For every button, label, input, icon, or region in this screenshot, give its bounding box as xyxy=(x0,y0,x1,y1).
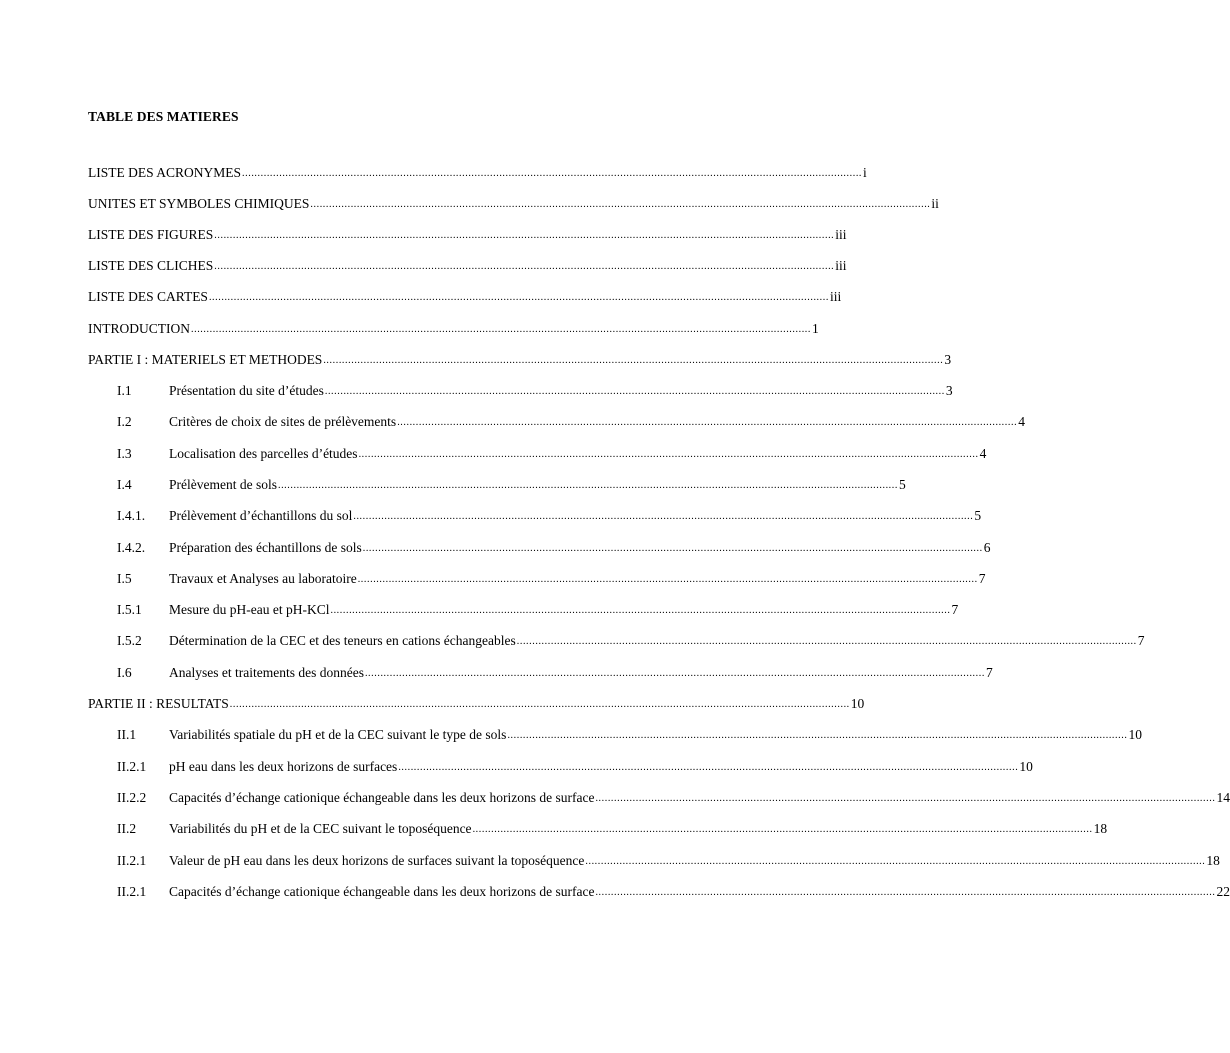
toc-entry-number: I.2 xyxy=(117,414,132,429)
dot-leader: ........................................................................................................................................................................................................ xyxy=(358,449,979,460)
toc-entry-page-number: 14 xyxy=(1216,790,1230,805)
toc-entry-page-number: 7 xyxy=(985,665,993,680)
toc-entry-label: UNITES ET SYMBOLES CHIMIQUES xyxy=(88,196,310,211)
toc-entry-number: II.2.2 xyxy=(117,790,147,805)
toc-entry[interactable] xyxy=(117,818,1108,838)
dot-leader: ........................................................................................................................................................................................................ xyxy=(214,261,835,272)
dot-leader: ........................................................................................................................................................................................................ xyxy=(362,543,983,554)
toc-entry[interactable] xyxy=(88,693,865,713)
toc-entry-page-number: 5 xyxy=(974,508,982,523)
toc-entry-page-number: 3 xyxy=(945,383,953,398)
dot-leader: ........................................................................................................................................................................................................ xyxy=(277,480,898,491)
toc-entry-label: Travaux et Analyses au laboratoire xyxy=(169,571,357,586)
toc-entry[interactable] xyxy=(88,349,952,369)
toc-entry[interactable] xyxy=(117,380,953,400)
toc-entry-label: Mesure du pH-eau et pH-KCl xyxy=(169,602,330,617)
toc-entry-label: Présentation du site d’études xyxy=(169,383,324,398)
toc-entry-page-number: 10 xyxy=(1019,759,1033,774)
dot-leader: ........................................................................................................................................................................................................ xyxy=(323,355,944,366)
toc-entry-label: Préparation des échantillons de sols xyxy=(169,540,362,555)
dot-leader: ........................................................................................................................................................................................................ xyxy=(242,168,863,179)
toc-entry-label: INTRODUCTION xyxy=(88,321,190,336)
toc-entry[interactable] xyxy=(88,286,842,306)
dot-leader: ........................................................................................................................................................................................................ xyxy=(585,856,1206,867)
toc-entry-label: LISTE DES CARTES xyxy=(88,289,208,304)
toc-entry-page-number: 3 xyxy=(944,352,952,367)
toc-entry-page-number: 4 xyxy=(979,446,987,461)
toc-entry[interactable] xyxy=(117,787,1230,807)
toc-entry-label: Prélèvement de sols xyxy=(169,477,277,492)
toc-entry[interactable] xyxy=(117,505,982,525)
dot-leader: ........................................................................................................................................................................................................ xyxy=(191,324,811,335)
dot-leader: ........................................................................................................................................................................................................ xyxy=(398,762,1019,773)
toc-entry[interactable] xyxy=(88,224,847,244)
toc-entry-label: Détermination de la CEC et des teneurs en cations échangeables xyxy=(169,633,516,648)
toc-entry-label: Critères de choix de sites de prélèvements xyxy=(169,414,397,429)
toc-entry[interactable] xyxy=(117,724,1142,744)
toc-entry-number: II.2.1 xyxy=(117,884,147,899)
toc-entry[interactable] xyxy=(88,318,819,338)
toc-entry-page-number: i xyxy=(863,165,867,180)
toc-entry-page-number: iii xyxy=(829,289,842,304)
toc-entry-page-number: 7 xyxy=(1137,633,1145,648)
dot-leader: ........................................................................................................................................................................................................ xyxy=(516,636,1137,647)
toc-entry-label: LISTE DES ACRONYMES xyxy=(88,165,242,180)
dot-leader: ........................................................................................................................................................................................................ xyxy=(214,230,835,241)
toc-entry-label: Variabilités spatiale du pH et de la CEC suivant le type de sols xyxy=(169,727,507,742)
toc-entry-page-number: 22 xyxy=(1216,884,1230,899)
dot-leader: ........................................................................................................................................................................................................ xyxy=(507,730,1128,741)
toc-entry-label: LISTE DES FIGURES xyxy=(88,227,214,242)
toc-entry-number: II.2 xyxy=(117,821,137,836)
toc-entry[interactable] xyxy=(88,255,847,275)
toc-entry[interactable] xyxy=(88,193,939,213)
toc-entry-label: Prélèvement d’échantillons du sol xyxy=(169,508,353,523)
toc-entry[interactable] xyxy=(117,881,1230,901)
toc-entry-number: I.4.1. xyxy=(117,508,146,523)
toc-entry-page-number: iii xyxy=(835,258,847,273)
toc-entry-label: Analyses et traitements des données xyxy=(169,665,364,680)
toc-entry-number: I.4.2. xyxy=(117,540,146,555)
toc-entry-label: Capacités d’échange cationique échangeable dans les deux horizons de surface xyxy=(169,884,595,899)
toc-entry-label: LISTE DES CLICHES xyxy=(88,258,214,273)
toc-entry-number: I.5 xyxy=(117,571,132,586)
toc-entry-page-number: 7 xyxy=(951,602,959,617)
toc-entry[interactable] xyxy=(117,443,987,463)
dot-leader: ........................................................................................................................................................................................................ xyxy=(595,793,1216,804)
toc-entry-page-number: iii xyxy=(835,227,847,242)
dot-leader: ........................................................................................................................................................................................................ xyxy=(397,417,1018,428)
dot-leader: ........................................................................................................................................................................................................ xyxy=(364,668,985,679)
dot-leader: ........................................................................................................................................................................................................ xyxy=(330,605,951,616)
toc-entry-number: II.1 xyxy=(117,727,137,742)
dot-leader: ........................................................................................................................................................................................................ xyxy=(229,699,850,710)
toc-entry-page-number: ii xyxy=(931,196,939,211)
toc-entry-page-number: 6 xyxy=(983,540,991,555)
toc-entry-page-number: 7 xyxy=(978,571,986,586)
toc-entry[interactable] xyxy=(117,630,1145,650)
toc-entry[interactable] xyxy=(117,662,993,682)
toc-entry-page-number: 10 xyxy=(1128,727,1142,742)
toc-entry-label: Localisation des parcelles d’études xyxy=(169,446,358,461)
toc-entry-label: Capacités d’échange cationique échangeable dans les deux horizons de surface xyxy=(169,790,595,805)
toc-entry[interactable] xyxy=(117,411,1025,431)
toc-entry[interactable] xyxy=(88,162,867,182)
toc-entry-label: Valeur de pH eau dans les deux horizons de surfaces suivant la toposéquence xyxy=(169,853,585,868)
toc-entry[interactable] xyxy=(117,599,959,619)
dot-leader: ........................................................................................................................................................................................................ xyxy=(324,386,945,397)
dot-leader: ........................................................................................................................................................................................................ xyxy=(472,824,1093,835)
toc-entry-page-number: 18 xyxy=(1206,853,1220,868)
toc-entry-number: I.6 xyxy=(117,665,132,680)
page-title: TABLE DES MATIERES xyxy=(88,109,239,124)
dot-leader: ........................................................................................................................................................................................................ xyxy=(208,292,829,303)
toc-entry-page-number: 1 xyxy=(812,321,819,336)
toc-entry-page-number: 18 xyxy=(1093,821,1108,836)
toc-entry-number: II.2.1 xyxy=(117,759,147,774)
dot-leader: ........................................................................................................................................................................................................ xyxy=(357,574,978,585)
toc-entry-number: I.5.2 xyxy=(117,633,142,648)
dot-leader: ........................................................................................................................................................................................................ xyxy=(310,199,931,210)
toc-entry-label: PARTIE I : MATERIELS ET METHODES xyxy=(88,352,323,367)
toc-entry-label: pH eau dans les deux horizons de surfaces xyxy=(169,759,398,774)
toc-entry[interactable] xyxy=(117,568,986,588)
toc-entry-number: I.1 xyxy=(117,383,132,398)
toc-entry-label: PARTIE II : RESULTATS xyxy=(88,696,229,711)
toc-entry[interactable] xyxy=(117,474,906,494)
toc-entry[interactable] xyxy=(117,537,991,557)
toc-entry-number: II.2.1 xyxy=(117,853,147,868)
toc-entry[interactable] xyxy=(117,756,1033,776)
toc-entry[interactable] xyxy=(117,850,1220,870)
toc-entry-page-number: 5 xyxy=(898,477,906,492)
toc-entry-number: I.3 xyxy=(117,446,132,461)
toc-entry-number: I.5.1 xyxy=(117,602,142,617)
toc-entry-page-number: 4 xyxy=(1018,414,1025,429)
toc-entry-label: Variabilités du pH et de la CEC suivant le toposéquence xyxy=(169,821,472,836)
dot-leader: ........................................................................................................................................................................................................ xyxy=(353,511,974,522)
toc-entry-number: I.4 xyxy=(117,477,132,492)
toc-entry-page-number: 10 xyxy=(850,696,865,711)
dot-leader: ........................................................................................................................................................................................................ xyxy=(595,887,1216,898)
